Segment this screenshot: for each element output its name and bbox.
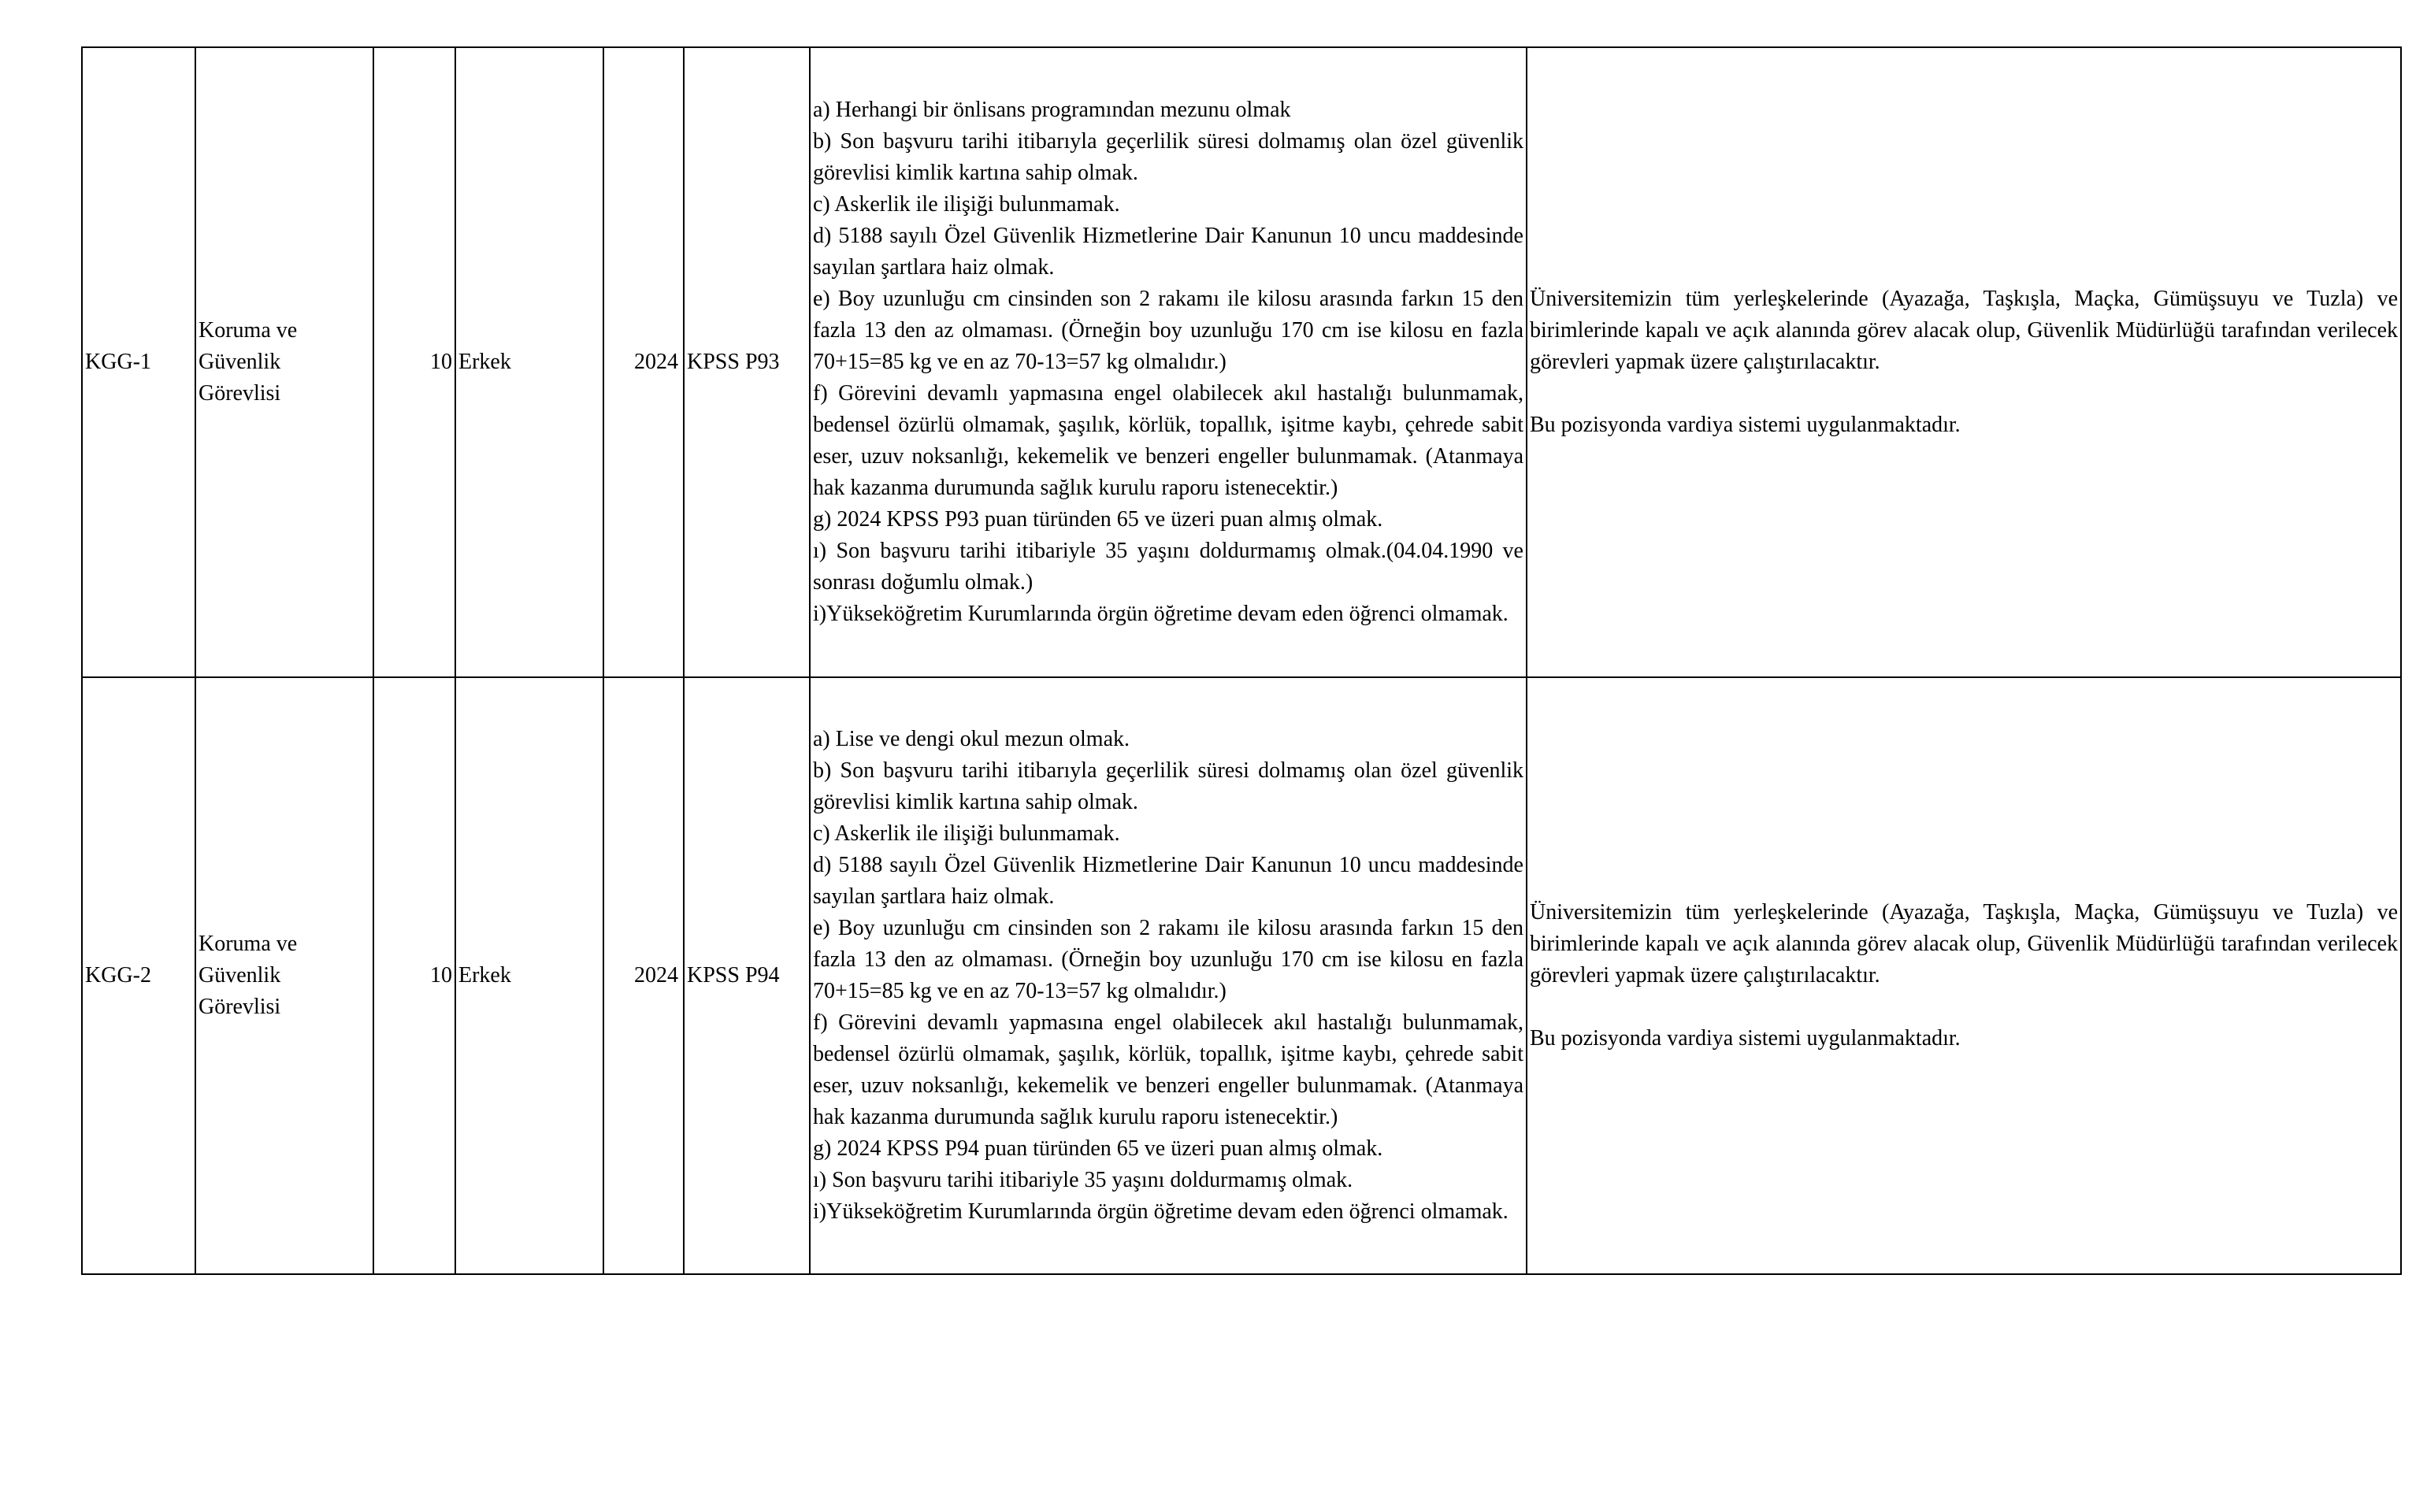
exam-year-cell: [603, 677, 684, 1274]
table-row: [82, 677, 2401, 1274]
score-type-cell: [684, 47, 810, 677]
position-code-cell: [82, 47, 195, 677]
requirements-cell: [810, 677, 1527, 1274]
position-title-line: Görevlisi: [199, 381, 281, 406]
duty-description: Üniversitemizin tüm yerleşkelerinde (Ayazağa, Taşkışla, Maçka, Gümüşsuyu ve Tuzla) ve birimlerinde kapalı ve açık alanında görev alacak olup, Güvenlik Müdürlüğü tarafından verilecek görevleri yapmak üzere çalıştırılacaktır.: [1530, 900, 2398, 988]
shift-note: Bu pozisyonda vardiya sistemi uygulanmaktadır.: [1530, 1026, 1961, 1051]
requirement-item: b) Son başvuru tarihi itibarıyla geçerlilik süresi dolmamış olan özel güvenlik görevlisi kimlik kartına sahip olmak.: [813, 758, 1523, 814]
score-type: KPSS P93: [687, 350, 780, 374]
position-count: 10: [430, 350, 452, 374]
duty-description: Üniversitemizin tüm yerleşkelerinde (Ayazağa, Taşkışla, Maçka, Gümüşsuyu ve Tuzla) ve birimlerinde kapalı ve açık alanında görev alacak olup, Güvenlik Müdürlüğü tarafından verilecek görevleri yapmak üzere çalıştırılacaktır.: [1530, 287, 2398, 374]
position-title-line: Görevlisi: [199, 995, 281, 1019]
requirement-item: c) Askerlik ile ilişiği bulunmamak.: [813, 821, 1120, 846]
requirements-cell: [810, 47, 1527, 677]
position-count-cell: [373, 47, 455, 677]
requirement-item: d) 5188 sayılı Özel Güvenlik Hizmetlerine Dair Kanunun 10 uncu maddesinde sayılan şartlara haiz olmak.: [813, 224, 1523, 280]
exam-year: 2024: [634, 350, 678, 374]
position-title-line: Güvenlik: [199, 350, 281, 374]
score-type: KPSS P94: [687, 963, 780, 988]
requirement-item: ı) Son başvuru tarihi itibariyle 35 yaşını doldurmamış olmak.: [813, 1168, 1353, 1192]
requirement-item: b) Son başvuru tarihi itibarıyla geçerlilik süresi dolmamış olan özel güvenlik görevlisi kimlik kartına sahip olmak.: [813, 129, 1523, 185]
requirement-item: i)Yükseköğretim Kurumlarında örgün öğretime devam eden öğrenci olmamak.: [813, 1199, 1509, 1224]
requirement-item: g) 2024 KPSS P93 puan türünden 65 ve üzeri puan almış olmak.: [813, 507, 1383, 532]
gender: Erkek: [458, 963, 511, 988]
description-cell: [1527, 47, 2401, 677]
shift-note: Bu pozisyonda vardiya sistemi uygulanmaktadır.: [1530, 413, 1961, 437]
score-type-cell: [684, 677, 810, 1274]
requirement-item: a) Herhangi bir önlisans programından mezunu olmak: [813, 98, 1291, 122]
table-row: [82, 47, 2401, 677]
requirement-item: f) Görevini devamlı yapmasına engel olabilecek akıl hastalığı bulunmamak, bedensel özürlü olmamak, şaşılık, körlük, topallık, işitme kaybı, çehrede sabit eser, uzuv noksanlığı, kekemelik ve benzeri engeller bulunmamak. (Atanmaya hak kazanma durumunda sağlık kurulu raporu istenecektir.): [813, 1010, 1523, 1129]
position-title-line: Koruma ve: [199, 932, 298, 956]
requirement-item: i)Yükseköğretim Kurumlarında örgün öğretime devam eden öğrenci olmamak.: [813, 602, 1509, 626]
requirement-item: a) Lise ve dengi okul mezun olmak.: [813, 727, 1130, 751]
gender-cell: [455, 47, 603, 677]
exam-year-cell: [603, 47, 684, 677]
gender-cell: [455, 677, 603, 1274]
position-title-line: Koruma ve: [199, 318, 298, 343]
requirement-item: d) 5188 sayılı Özel Güvenlik Hizmetlerine Dair Kanunun 10 uncu maddesinde sayılan şartlara haiz olmak.: [813, 853, 1523, 909]
requirement-item: e) Boy uzunluğu cm cinsinden son 2 rakamı ile kilosu arasında farkın 15 den fazla 13 den az olmaması. (Örneğin boy uzunluğu 170 cm ise kilosu en fazla 70+15=85 kg ve en az 70-13=57 kg olmalıdır.): [813, 916, 1523, 1003]
gender: Erkek: [458, 350, 511, 374]
position-title-cell: [195, 47, 373, 677]
position-code: KGG-2: [85, 963, 151, 988]
position-title-cell: [195, 677, 373, 1274]
position-code: KGG-1: [85, 350, 151, 374]
requirement-item: e) Boy uzunluğu cm cinsinden son 2 rakamı ile kilosu arasında farkın 15 den fazla 13 den az olmaması. (Örneğin boy uzunluğu 170 cm ise kilosu en fazla 70+15=85 kg ve en az 70-13=57 kg olmalıdır.): [813, 287, 1523, 374]
requirement-item: c) Askerlik ile ilişiği bulunmamak.: [813, 192, 1120, 217]
position-count: 10: [430, 963, 452, 988]
positions-table: [81, 46, 2402, 1275]
requirement-item: ı) Son başvuru tarihi itibariyle 35 yaşını doldurmamış olmak.(04.04.1990 ve sonrası doğumlu olmak.): [813, 539, 1523, 595]
position-count-cell: [373, 677, 455, 1274]
requirement-item: f) Görevini devamlı yapmasına engel olabilecek akıl hastalığı bulunmamak, bedensel özürlü olmamak, şaşılık, körlük, topallık, işitme kaybı, çehrede sabit eser, uzuv noksanlığı, kekemelik ve benzeri engeller bulunmamak. (Atanmaya hak kazanma durumunda sağlık kurulu raporu istenecektir.): [813, 381, 1523, 500]
exam-year: 2024: [634, 963, 678, 988]
requirement-item: g) 2024 KPSS P94 puan türünden 65 ve üzeri puan almış olmak.: [813, 1136, 1383, 1161]
description-cell: [1527, 677, 2401, 1274]
position-code-cell: [82, 677, 195, 1274]
position-title-line: Güvenlik: [199, 963, 281, 988]
